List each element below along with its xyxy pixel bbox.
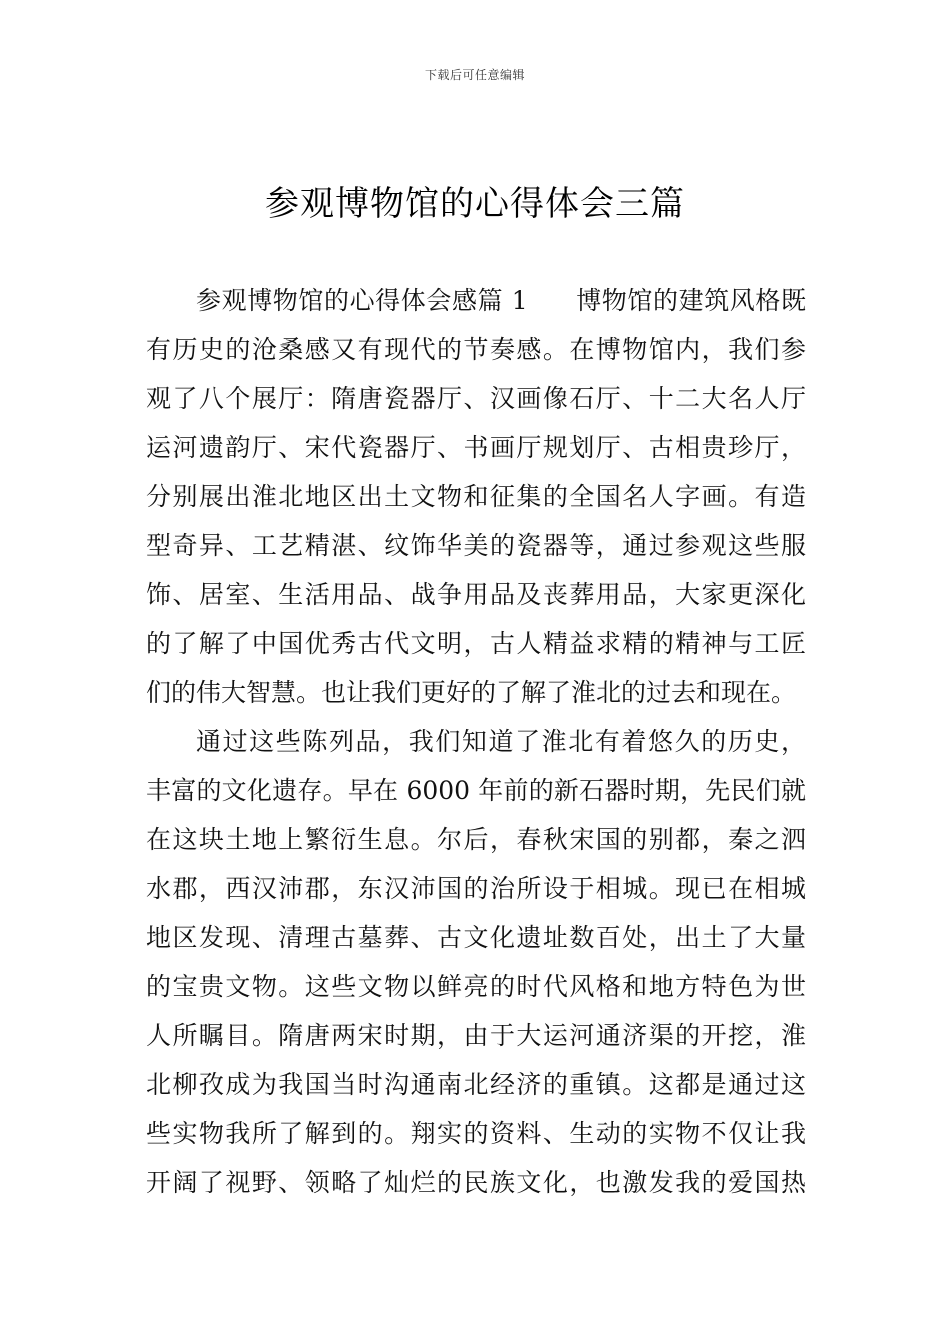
section-label: 参观博物馆的心得体会感篇 1 <box>196 286 528 315</box>
paragraph-line: 水郡，西汉沛郡，东汉沛国的治所设于相城。现已在相城 <box>146 874 806 903</box>
paragraph-line: 丰富的文化遗存。早在 6000 年前的新石器时期，先民们就 <box>146 776 806 805</box>
paragraph-line: 型奇异、工艺精湛、纹饰华美的瓷器等，通过参观这些服 <box>146 531 806 560</box>
document-body <box>146 276 806 1207</box>
paragraph-line: 北柳孜成为我国当时沟通南北经济的重镇。这都是通过这 <box>146 1070 806 1099</box>
paragraph-line: 的了解了中国优秀古代文明，古人精益求精的精神与工匠 <box>146 629 806 658</box>
paragraph-line: 在这块土地上繁衍生息。尔后，春秋宋国的别都，秦之泗 <box>146 825 806 854</box>
paragraph-line: 的宝贵文物。这些文物以鲜亮的时代风格和地方特色为世 <box>146 972 806 1001</box>
paragraph-text: 博物馆的建筑风格既 <box>575 286 806 315</box>
header-note: 下载后可任意编辑 <box>424 68 525 82</box>
paragraph-line: 地区发现、清理古墓葬、古文化遗址数百处，出土了大量 <box>146 923 806 952</box>
paragraph-line: 们的伟大智慧。也让我们更好的了解了淮北的过去和现在。 <box>146 678 797 707</box>
paragraph-line: 些实物我所了解到的。翔实的资料、生动的实物不仅让我 <box>146 1119 806 1148</box>
paragraph-line <box>146 276 806 325</box>
document-title: 参观博物馆的心得体会三篇 <box>265 184 685 224</box>
paragraph-line: 有历史的沧桑感又有现代的节奏感。在博物馆内，我们参 <box>146 335 806 364</box>
paragraph-line: 通过这些陈列品，我们知道了淮北有着悠久的历史， <box>196 727 806 756</box>
paragraph-line: 开阔了视野、领略了灿烂的民族文化，也激发我的爱国热 <box>146 1168 806 1197</box>
paragraph-line: 人所瞩目。隋唐两宋时期，由于大运河通济渠的开挖，淮 <box>146 1021 806 1050</box>
paragraph-line: 饰、居室、生活用品、战争用品及丧葬用品，大家更深化 <box>146 580 806 609</box>
paragraph-line: 观了八个展厅：隋唐瓷器厅、汉画像石厅、十二大名人厅 <box>146 384 806 413</box>
paragraph-line: 分别展出淮北地区出土文物和征集的全国名人字画。有造 <box>146 482 806 511</box>
paragraph-line: 运河遗韵厅、宋代瓷器厅、书画厅规划厅、古相贵珍厅， <box>146 433 806 462</box>
